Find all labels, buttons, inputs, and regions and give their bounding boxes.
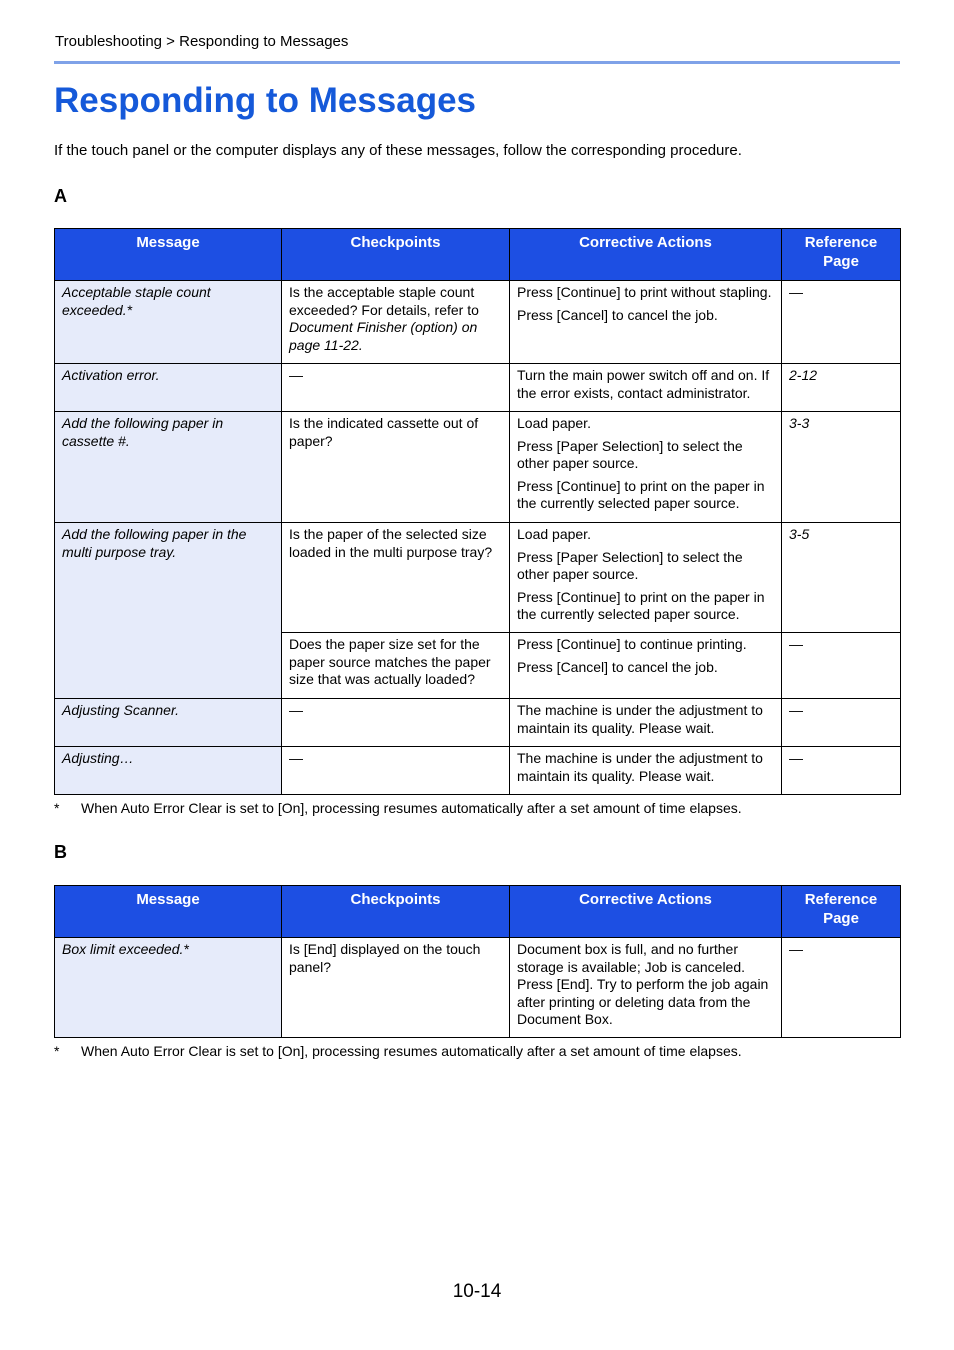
checkpoint-cell: Is [End] displayed on the touch panel?: [282, 938, 510, 1038]
checkpoint-cell: [282, 281, 510, 364]
messages-table-a: [54, 228, 901, 795]
reference-cell: —: [782, 281, 901, 364]
footnote-a: [54, 800, 742, 816]
message-cell: Adjusting…: [55, 747, 282, 795]
actions-cell: [510, 412, 782, 523]
action-text: Press [Cancel] to cancel the job.: [517, 306, 718, 323]
action-text: Load paper.: [517, 526, 591, 542]
column-header-checkpoints: Checkpoints: [282, 886, 510, 938]
column-header-actions: Corrective Actions: [510, 229, 782, 281]
reference-cell: 2-12: [782, 364, 901, 412]
column-header-message: Message: [55, 886, 282, 938]
column-header-reference: Reference Page: [782, 229, 901, 281]
action-text: Load paper.: [517, 415, 591, 431]
message-cell: Add the following paper in the multi purpose tray.: [55, 523, 282, 699]
action-text: Document box is full, and no further storage is available; Job is canceled. Press [End]. Try to perform the job again after printing or deleting data from the Document Box.: [517, 941, 769, 1027]
reference-cell: 3-5: [782, 523, 901, 633]
column-header-message: Message: [55, 229, 282, 281]
action-text: The machine is under the adjustment to maintain its quality. Please wait.: [517, 750, 763, 784]
checkpoint-cell: Is the paper of the selected size loaded in the multi purpose tray?: [282, 523, 510, 633]
page-number: 10-14: [452, 1281, 502, 1302]
actions-cell: [510, 699, 782, 747]
table-row: [55, 523, 901, 633]
reference-link-text: Document Finisher (option) on page 11-22: [289, 319, 478, 353]
actions-cell: [510, 747, 782, 795]
reference-cell: —: [782, 699, 901, 747]
checkpoint-cell: —: [282, 747, 510, 795]
actions-cell: [510, 281, 782, 364]
action-text: Press [Paper Selection] to select the other paper source.: [517, 548, 743, 582]
checkpoint-cell: —: [282, 699, 510, 747]
table-row: [55, 747, 901, 795]
table-row: [55, 281, 901, 364]
message-cell: Adjusting Scanner.: [55, 699, 282, 747]
footnote-marker: *: [54, 1043, 60, 1059]
message-cell: Add the following paper in cassette #.: [55, 412, 282, 523]
footnote-text: When Auto Error Clear is set to [On], processing resumes automatically after a set amount of time elapses.: [81, 1043, 742, 1059]
actions-cell: [510, 938, 782, 1038]
footnote-text: When Auto Error Clear is set to [On], processing resumes automatically after a set amount of time elapses.: [81, 800, 742, 816]
message-cell: Activation error.: [55, 364, 282, 412]
reference-cell: —: [782, 747, 901, 795]
checkpoint-cell: Is the indicated cassette out of paper?: [282, 412, 510, 523]
action-text: Press [Paper Selection] to select the other paper source.: [517, 437, 743, 471]
footnote-marker: *: [54, 800, 60, 816]
checkpoint-cell: Does the paper size set for the paper source matches the paper size that was actually loaded?: [282, 633, 510, 699]
action-text: Press [Cancel] to cancel the job.: [517, 658, 718, 675]
messages-table-b: [54, 885, 901, 1038]
intro-text: If the touch panel or the computer displays any of these messages, follow the corresponding procedure.: [54, 142, 742, 159]
action-text: Press [Continue] to print on the paper in the currently selected paper source.: [517, 588, 765, 622]
action-text: Press [Continue] to continue printing.: [517, 636, 747, 652]
actions-cell: [510, 633, 782, 699]
page-title: Responding to Messages: [54, 81, 477, 120]
section-letter-a: A: [54, 186, 67, 206]
checkpoint-cell: —: [282, 364, 510, 412]
table-row: [55, 412, 901, 523]
message-cell: Acceptable staple count exceeded.*: [55, 281, 282, 364]
table-header-row: [55, 886, 901, 938]
message-cell: Box limit exceeded.*: [55, 938, 282, 1038]
footnote-b: [54, 1043, 742, 1059]
column-header-checkpoints: Checkpoints: [282, 229, 510, 281]
actions-cell: [510, 523, 782, 633]
column-header-reference: Reference Page: [782, 886, 901, 938]
reference-cell: —: [782, 633, 901, 699]
breadcrumb: Troubleshooting > Responding to Messages: [55, 33, 349, 50]
table-row: [55, 938, 901, 1038]
action-text: The machine is under the adjustment to maintain its quality. Please wait.: [517, 702, 763, 736]
action-text: Press [Continue] to print without stapling.: [517, 284, 772, 300]
checkpoint-text: Is the acceptable staple count exceeded? For details, refer to: [289, 284, 479, 318]
table-row: [55, 364, 901, 412]
actions-cell: [510, 364, 782, 412]
table-header-row: [55, 229, 901, 281]
table-row: [55, 699, 901, 747]
checkpoint-text-end: .: [358, 336, 363, 353]
header-rule: [54, 61, 900, 64]
reference-cell: —: [782, 938, 901, 1038]
section-letter-b: B: [54, 842, 67, 862]
action-text: Press [Continue] to print on the paper in the currently selected paper source.: [517, 477, 765, 511]
column-header-actions: Corrective Actions: [510, 886, 782, 938]
action-text: Turn the main power switch off and on. If the error exists, contact administrator.: [517, 367, 770, 401]
reference-cell: 3-3: [782, 412, 901, 523]
